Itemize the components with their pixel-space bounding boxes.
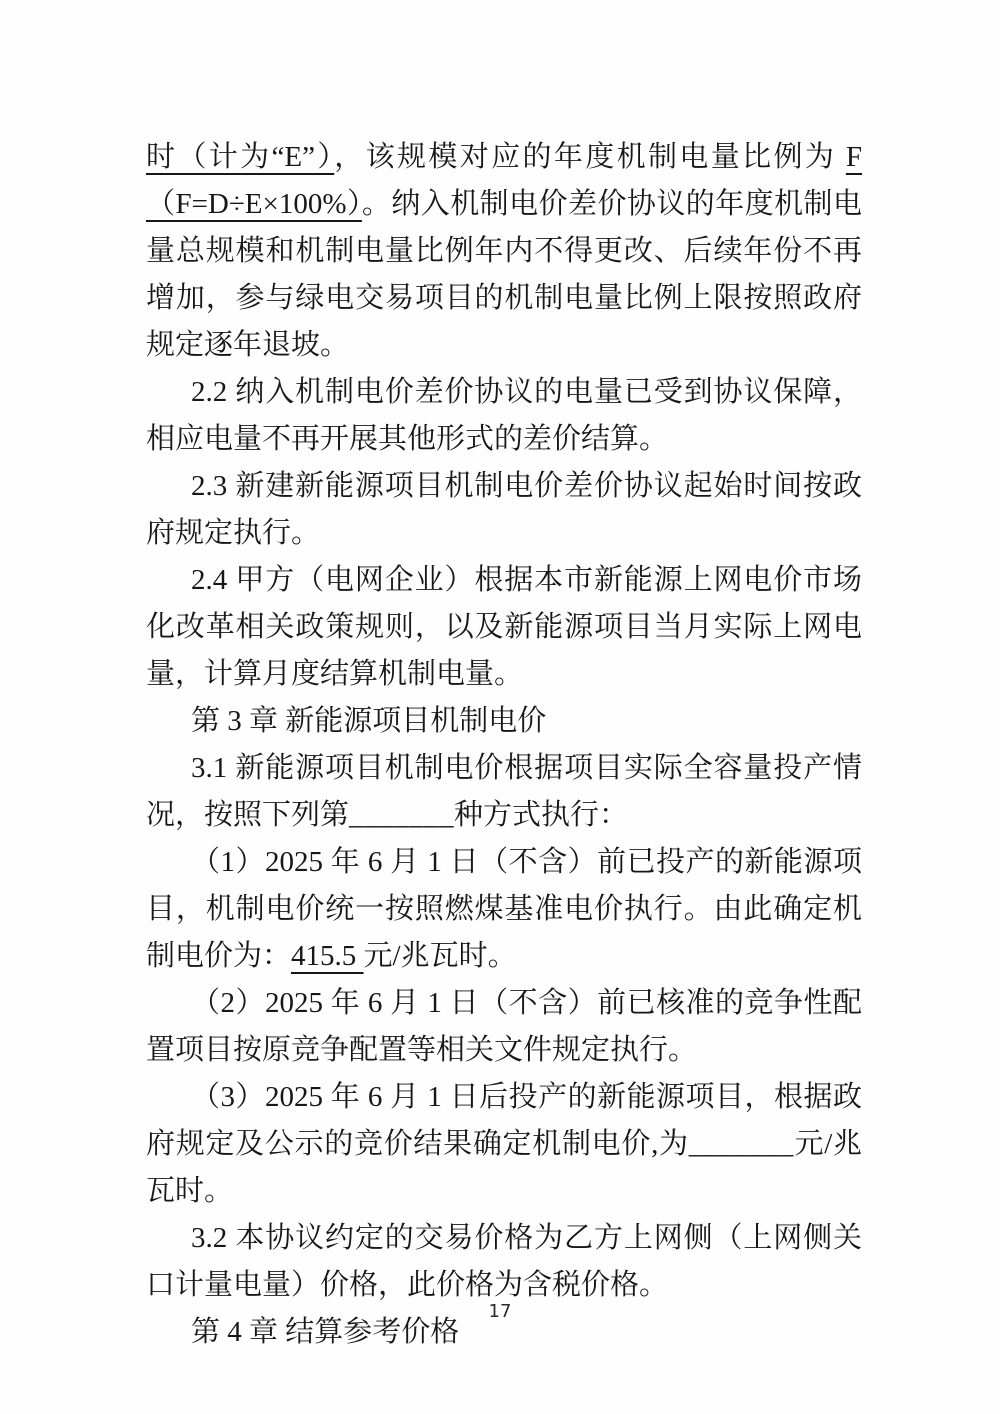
text-run: 第 4 章 结算参考价格	[191, 1316, 460, 1348]
text-run: 415.5	[291, 940, 364, 972]
page-footer	[0, 1300, 1000, 1324]
clause-2-4	[146, 557, 862, 698]
chapter-3-heading	[146, 698, 862, 745]
text-run: 种方式执行：	[454, 799, 629, 831]
clause-2-2	[146, 369, 862, 463]
text-run: 3.2 本协议约定的交易价格为乙方上网侧（上网侧关口计量电量）价格，此价格为含税价格。	[146, 1222, 862, 1301]
text-run: 第 3 章 新能源项目机制电价	[191, 705, 547, 737]
text-run: （3）2025 年 6 月 1 日后投产的新能源项目，根据政府规定及公示的竞价结果确定机制电价,为	[146, 1081, 862, 1160]
text-run: F	[845, 141, 862, 173]
blank-fill-in: _______	[349, 799, 455, 831]
text-run: 时（计为“E”）	[146, 141, 335, 173]
document-body	[146, 134, 862, 1356]
clause-2-1-continuation	[146, 134, 862, 369]
text-run: 3.1 新能源项目机制电价根据项目实际全容量投产情况，按照下列第	[146, 752, 862, 831]
text-run: （1）2025 年 6 月 1 日（不含）前已投产的新能源项目，机制电价统一按照燃煤基准电价执行。由此确定机制电价为：	[146, 846, 862, 972]
blank-fill-in: _______	[688, 1128, 794, 1160]
text-run: （F=D÷E×100%）	[146, 188, 362, 220]
text-run: ，该规模对应的年度机制电量比例为	[334, 141, 846, 173]
clause-3-2	[146, 1215, 862, 1309]
clause-2-3	[146, 463, 862, 557]
text-run: 。纳入机制电价差价协议的年度机制电量总规模和机制电量比例年内不得更改、后续年份不再增加，参与绿电交易项目的机制电量比例上限按照政府规定逐年退坡。	[146, 188, 862, 361]
text-run: 2.2 纳入机制电价差价协议的电量已受到协议保障，相应电量不再开展其他形式的差价结算。	[146, 376, 862, 455]
clause-3-1-item-1	[146, 839, 862, 980]
clause-3-1	[146, 745, 862, 839]
text-run: 元/兆瓦时。	[146, 1128, 862, 1207]
text-run: （2）2025 年 6 月 1 日（不含）前已核准的竞争性配置项目按原竞争配置等相关文件规定执行。	[146, 987, 862, 1066]
text-run: 2.4 甲方（电网企业）根据本市新能源上网电价市场化改革相关政策规则，以及新能源项目当月实际上网电量，计算月度结算机制电量。	[146, 564, 862, 690]
clause-3-1-item-3	[146, 1074, 862, 1215]
text-run: 元/兆瓦时。	[363, 940, 517, 972]
text-run: 2.3 新建新能源项目机制电价差价协议起始时间按政府规定执行。	[146, 470, 862, 549]
page-number: 17	[488, 1301, 512, 1322]
clause-3-1-item-2	[146, 980, 862, 1074]
